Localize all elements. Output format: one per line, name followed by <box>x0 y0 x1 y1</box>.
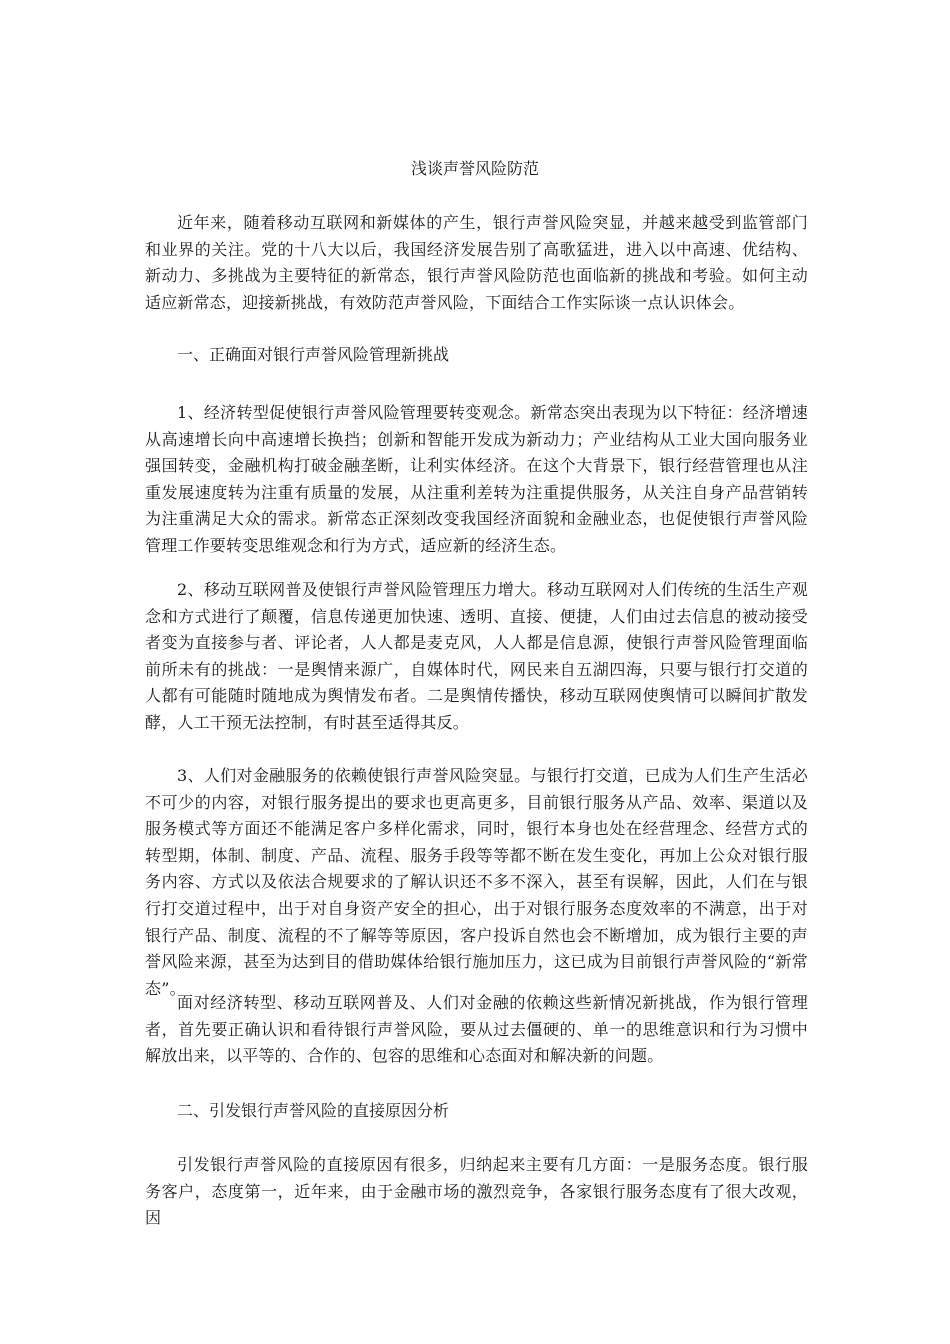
section1-paragraph-1: 1、经济转型促使银行声誉风险管理要转变观念。新常态突出表现为以下特征：经济增速从高速增长向中高速增长换挡；创新和智能开发成为新动力；产业结构从工业大国向服务业强国转变，金融机构打破金融垄断，让利实体经济。在这个大背景下，银行经营管理也从注重发展速度转为注重有质量的发展，从注重利差转为注重提供服务，从关注自身产品营销转为注重满足大众的需求。新常态正深刻改变我国经济面貌和金融业态，也促使银行声誉风险管理工作要转变思维观念和行为方式，适应新的经济生态。 <box>145 403 808 555</box>
intro-paragraph: 近年来，随着移动互联网和新媒体的产生，银行声誉风险突显，并越来越受到监管部门和业界的关注。党的十八大以后，我国经济发展告别了高歌猛进，进入以中高速、优结构、新动力、多挑战为主要特征的新常态，银行声誉风险防范也面临新的挑战和考验。如何主动适应新常态，迎接新挑战，有效防范声誉风险，下面结合工作实际谈一点认识体会。 <box>145 213 808 312</box>
section1-summary-paragraph: 面对经济转型、移动互联网普及、人们对金融的依赖这些新情况新挑战，作为银行管理者，首先要正确认识和看待银行声誉风险，要从过去僵硬的、单一的思维意识和行为习惯中解放出来，以平等的、合作的、包容的思维和心态面对和解决新的问题。 <box>145 993 808 1066</box>
section2-paragraph-1: 引发银行声誉风险的直接原因有很多，归纳起来主要有几方面：一是服务态度。银行服务客户，态度第一，近年来，由于金融市场的激烈竞争，各家银行服务态度有了很大改观，因 <box>145 1155 808 1228</box>
section1-paragraph-2: 2、移动互联网普及使银行声誉风险管理压力增大。移动互联网对人们传统的生活生产观念和方式进行了颠覆，信息传递更加快速、透明、直接、便捷，人们由过去信息的被动接受者变为直接参与者、评论者，人人都是麦克风，人人都是信息源，使银行声誉风险管理面临前所未有的挑战：一是舆情来源广，自媒体时代，网民来自五湖四海，只要与银行打交道的人都有可能随时随地成为舆情发布者。二是舆情传播快，移动互联网使舆情可以瞬间扩散发酵，人工干预无法控制，有时甚至适得其反。 <box>145 580 808 732</box>
section2-heading: 二、引发银行声誉风险的直接原因分析 <box>177 1101 450 1120</box>
document-title: 浅谈声誉风险防范 <box>410 159 539 178</box>
section1-paragraph-3: 3、人们对金融服务的依赖使银行声誉风险突显。与银行打交道，已成为人们生产生活必不可少的内容，对银行服务提出的要求也更高更多，目前银行服务从产品、效率、渠道以及服务模式等方面还不能满足客户多样化需求，同时，银行本身也处在经营理念、经营方式的转型期，体制、制度、产品、流程、服务手段等等都不断在发生变化，再加上公众对银行服务内容、方式以及依法合规要求的了解认识还不多不深入，甚至有误解，因此，人们在与银行打交道过程中，出于对自身资产安全的担心，出于对银行服务态度效率的不满意，出于对银行产品、制度、流程的不了解等等原因，客户投诉自然也会不断增加，成为银行主要的声誉风险来源，甚至为达到目的借助媒体给银行施加压力，这已成为目前银行声誉风险的“新常态”。 <box>145 766 808 998</box>
section1-heading: 一、正确面对银行声誉风险管理新挑战 <box>177 345 450 364</box>
